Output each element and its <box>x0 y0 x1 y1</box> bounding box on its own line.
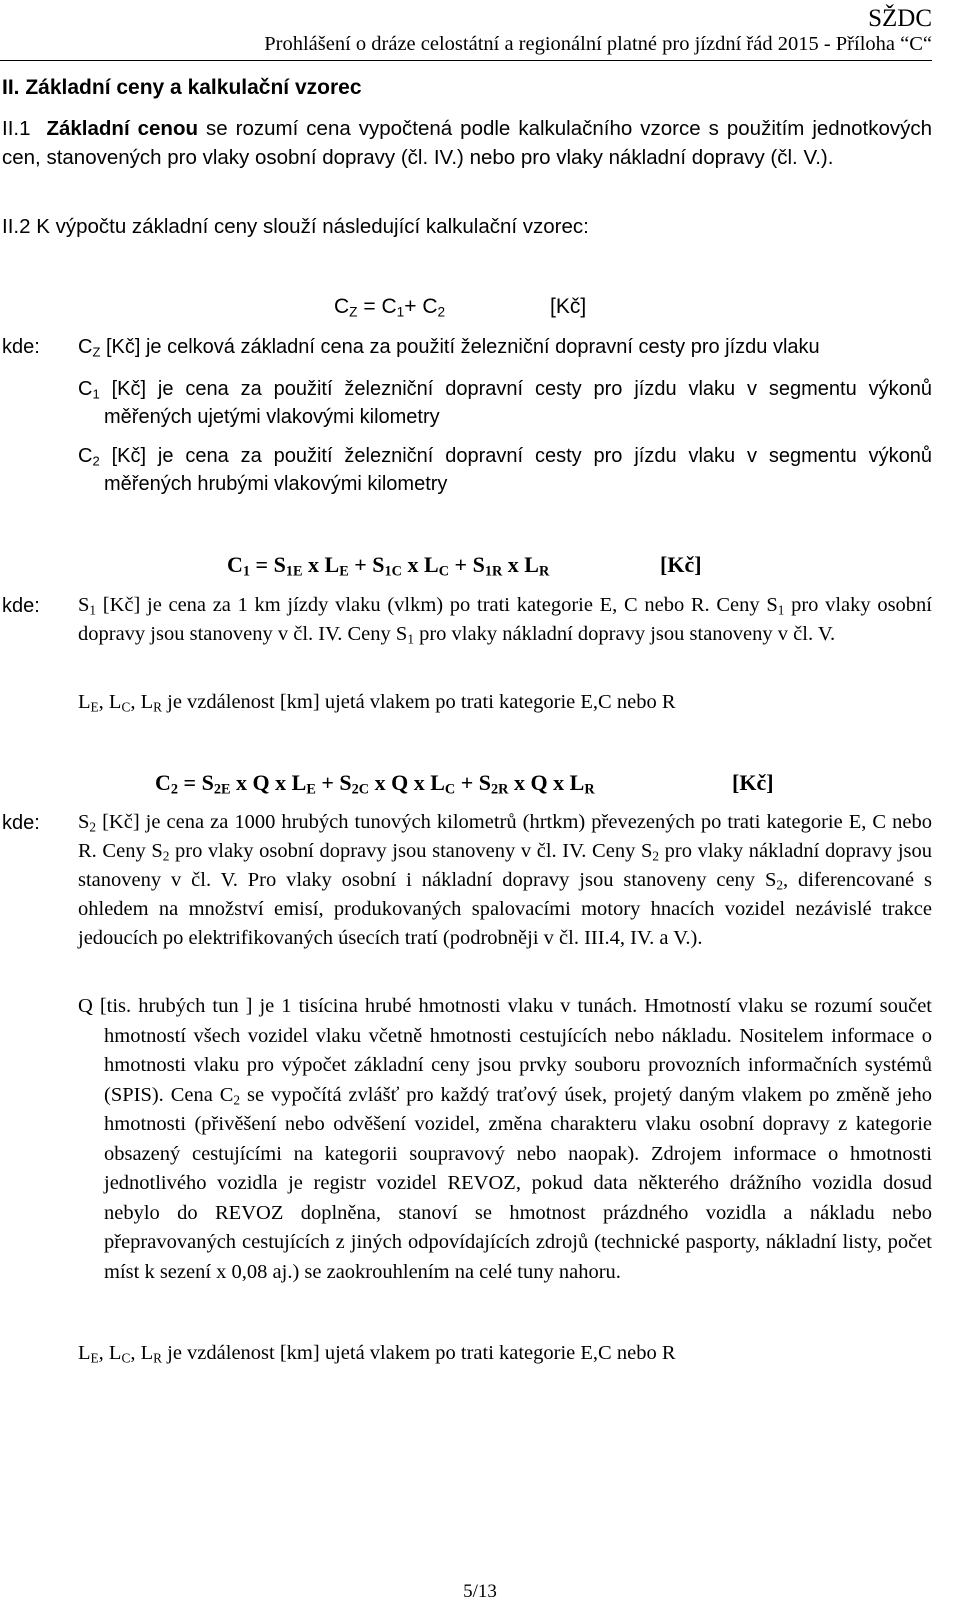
para-number: II.1 <box>2 117 31 140</box>
def-text: pro vlaky osobní dopravy jsou stanoveny v čl. IV. Ceny S <box>78 594 932 645</box>
term-bold: Základní cenou <box>46 117 199 140</box>
def-text: Q [tis. hrubých tun ] je 1 tisícina hrubé hmotnosti vlaku v tunách. Hmotností vlaku se rozumí součet hmotností všech vozidel vlaku včetně hmotnosti cestujících nebo nákladu. Nositelem informace o hmotnosti vlaku pro výpočet základní ceny jsou prvky souboru provozních informačních systémů (SPIS). Cena C <box>78 995 932 1106</box>
header-org: SŽDC <box>868 5 932 32</box>
def-text: [Kč] je cena za 1000 hrubých tunových kilometrů (hrtkm) převezených po trati kategorie E, C nebo R. Ceny S <box>78 811 932 862</box>
section-title: II. Základní ceny a kalkulační vzorec <box>2 76 362 99</box>
para-text: K výpočtu základní ceny slouží následující kalkulační vzorec: <box>36 215 589 238</box>
def-sub: 2 <box>92 453 100 469</box>
formula-cz <box>334 295 445 319</box>
paragraph-2-1 <box>2 114 932 172</box>
definition-l-2: $L_E$, $L_C$, $L_R$ je vzdálenost [km] ujetá vlakem po trati kategorie E,C nebo R <box>78 1342 676 1366</box>
formula-sub: 1 <box>396 304 405 320</box>
formula-part: = C <box>357 295 397 318</box>
def-symbol: C <box>78 378 93 400</box>
def-text: je vzdálenost [km] ujetá vlakem po trati kategorie E,C nebo R <box>162 691 676 713</box>
kde-label: kde: <box>2 595 40 617</box>
def-text: [Kč] je cena za použití železniční dopravní cesty pro jízdu vlaku v segmentu výkonů měřených ujetými vlakovými kilometry <box>99 378 932 428</box>
definition-q: Q [tis. hrubých tun ] je 1 tisícina hrubé hmotnosti vlaku v tunách. Hmotností vlaku se rozumí součet hmotností všech vozidel vlaku včetně hmotnosti cestujících nebo nákladu. Nositelem informace o hmotnosti vlaku pro výpočet základní ceny jsou prvky souboru provozních informačních systémů (SPIS). Cena $C_2$ se vypočítá zvlášť pro každý traťový úsek, projetý daným vlakem po změně jeho hmotnosti (přivěšení nebo odvěšení vozidel, změna charakteru vlaku osobní dopravy z kategorie obsazený cestujícími na kategorii soupravový nebo naopak). Zdrojem informace o hmotnosti jednotlivého vozidla je registr vozidel REVOZ, pokud data některého drážního vozidla dosud nebylo do REVOZ doplněna, stanoví se hmotnost prázdného vozidla a nákladu nebo přepravovaných cestujících z jiných odpovídajících zdrojů (technické pasporty, nákladní listy, počet míst k sezení x 0,08 aj.) se zaokrouhlením na celé tuny nahoru. <box>78 995 932 1283</box>
definition-s2: $S_2$ [Kč] je cena za 1000 hrubých tunových kilometrů (hrtkm) převezených po trati kategorie E, C nebo R. Ceny $S_2$ pro vlaky osobní dopravy jsou stanoveny v čl. IV. Ceny $S_2$ pro vlaky nákladní dopravy jsou stanoveny v čl. V. Pro vlaky osobní i nákladní dopravy jsou stanoveny ceny $S_2$, diferencované s ohledem na množství emisí, produkovaných spalovacími motory hnacích vozidel nezávislé trakce jedoucích po elektrifikovaných úsecích tratí (podrobněji v čl. III.4, IV. a V.). <box>78 811 932 949</box>
header-rule <box>0 60 932 61</box>
para-text: se rozumí cena vypočtená podle kalkulačního vzorce s použitím jednotkových cen, stanovených pro vlaky osobní dopravy (čl. IV.) nebo pro vlaky nákladní dopravy (čl. V.). <box>2 117 932 169</box>
def-text: pro vlaky nákladní dopravy jsou stanoveny v čl. V. Pro vlaky osobní i nákladní dopravy jsou stanoveny ceny S <box>78 840 932 891</box>
def-symbol: C <box>78 336 93 358</box>
definition-l: $L_E$, $L_C$, $L_R$ je vzdálenost [km] ujetá vlakem po trati kategorie E,C nebo R <box>78 691 676 715</box>
formula-part: + C <box>404 295 438 318</box>
para-number: II.2 <box>2 215 31 238</box>
def-sub: 1 <box>407 631 414 647</box>
formula-sub: 2 <box>437 304 446 320</box>
def-sub: 1 <box>89 602 97 618</box>
kde-label: kde: <box>2 812 40 834</box>
definition-s1 <box>78 591 932 649</box>
def-text: se vypočítá zvlášť pro každý traťový úsek, projetý daným vlakem po změně jeho hmotnosti (přivěšení nebo odvěšení vozidel, změna charakteru vlaku osobní dopravy z kategorie obsazený cestujícími na kategorii soupravový nebo naopak). Zdrojem informace o hmotnosti jednotlivého vozidla je registr vozidel REVOZ, pokud data některého drážního vozidla dosud nebylo do REVOZ doplněna, stanoví se hmotnost prázdného vozidla a nákladu nebo přepravovaných cestujících z jiných odpovídajících zdrojů (technické pasporty, nákladní listy, počet míst k sezení x 0,08 aj.) se zaokrouhlením na celé tuny nahoru. <box>104 1083 932 1283</box>
definition-cz <box>78 333 932 361</box>
def-text: pro vlaky nákladní dopravy jsou stanoveny v čl. V. <box>413 623 836 645</box>
def-sub: Z <box>92 344 101 360</box>
def-text: [Kč] je cena za použití železniční dopravní cesty pro jízdu vlaku v segmentu výkonů měřených hrubými vlakovými kilometry <box>99 445 932 495</box>
def-symbol: C <box>78 445 93 467</box>
formula-unit: [Kč] <box>732 770 774 795</box>
formula-unit: [Kč] <box>550 295 587 318</box>
page-number: 5/13 <box>463 1581 497 1602</box>
header-title: Prohlášení o dráze celostátní a regionální platné pro jízdní řád 2015 - Příloha “C“ <box>264 33 932 55</box>
kde-label: kde: <box>2 336 40 358</box>
formula-unit: [Kč] <box>660 552 702 577</box>
def-text: pro vlaky osobní dopravy jsou stanoveny v čl. IV. Ceny S <box>169 840 653 862</box>
def-sub: 1 <box>92 386 100 402</box>
definition-c1 <box>78 375 932 431</box>
formula-sub: Z <box>349 304 358 320</box>
def-text: [Kč] je cena za 1 km jízdy vlaku (vlkm) po trati kategorie E, C nebo R. Ceny S <box>96 594 778 616</box>
def-symbol: S <box>78 594 90 616</box>
formula-symbol: C <box>334 295 350 318</box>
definition-c2 <box>78 442 932 498</box>
formula-c1: $C_1 = S_{1E}$ x $L_E + S_{1C}$ x $L_C + S_{1R}$ x $L_R$ <box>227 552 550 580</box>
def-text: je vzdálenost [km] ujetá vlakem po trati kategorie E,C nebo R <box>162 1342 676 1364</box>
def-text: , diferencované s ohledem na množství emisí, produkovaných spalovacími motory hnacích vozidel nezávislé trakce jedoucích po elektrifikovaných úsecích tratí (podrobněji v čl. III.4, IV. a V.). <box>78 869 932 949</box>
def-sub: 1 <box>777 602 785 618</box>
def-text: [Kč] je celková základní cena za použití železniční dopravní cesty pro jízdu vlaku <box>100 336 820 358</box>
paragraph-2-2 <box>2 211 589 242</box>
formula-c2: $C_2 = S_{2E}$ x Q x $L_E + S_{2C}$ x Q x $L_C + S_{2R}$ x Q x $L_R$ <box>155 770 595 798</box>
